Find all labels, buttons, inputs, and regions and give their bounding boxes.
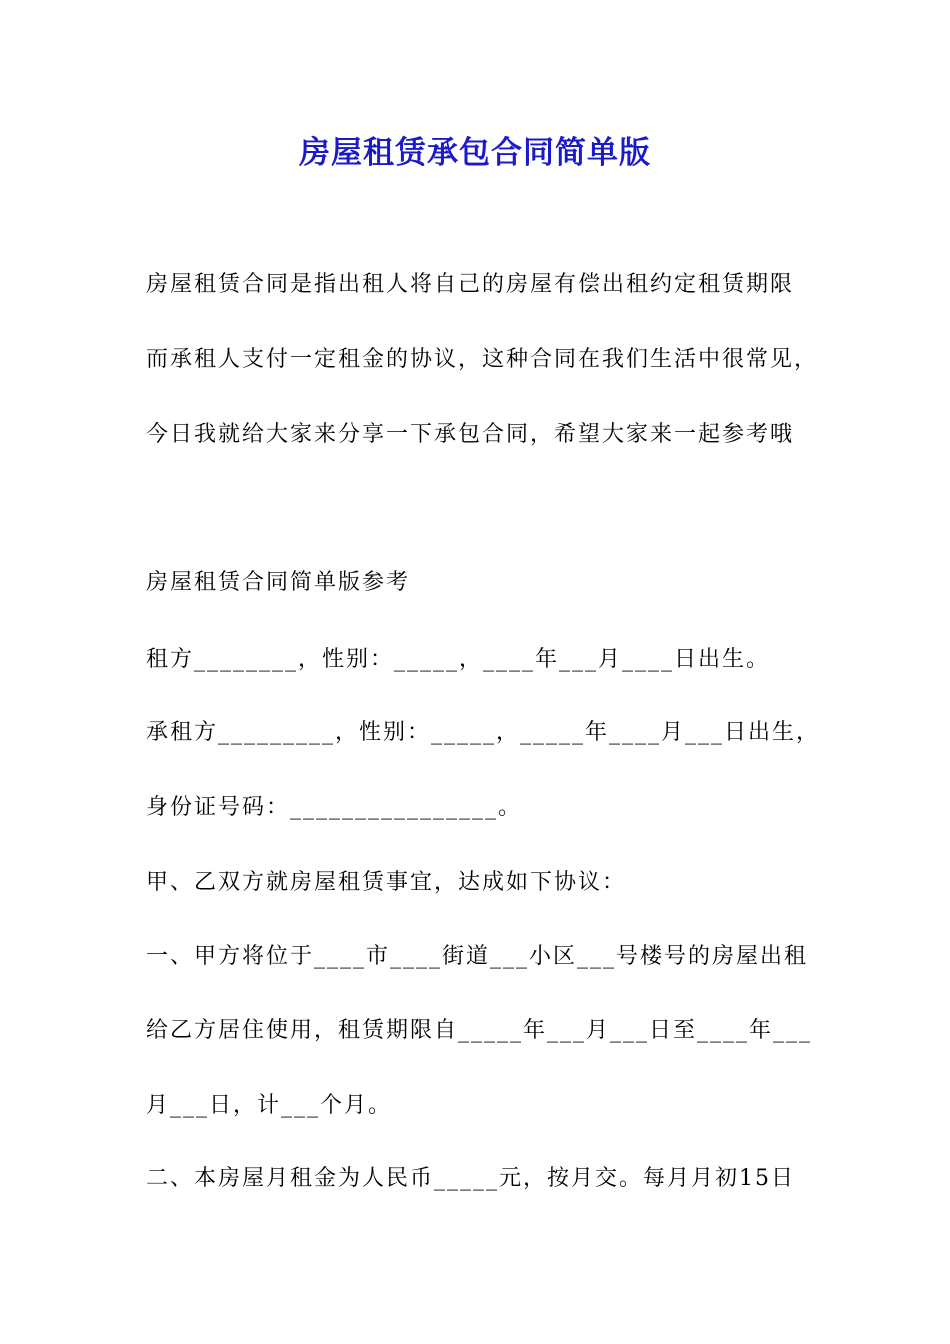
- lessor-line: 租方________，性别：_____，____年___月____日出生。: [146, 647, 771, 672]
- clause-1-line-1: 一、甲方将位于____市____街道___小区___号楼号的房屋出租: [146, 944, 809, 969]
- section-heading: 房屋租赁合同简单版参考: [146, 570, 411, 595]
- document-title: 房屋租赁承包合同简单版: [299, 135, 651, 171]
- intro-line-3: 今日我就给大家来分享一下承包合同，希望大家来一起参考哦: [146, 422, 795, 447]
- clause-1-line-2: 给乙方居住使用，租赁期限自_____年___月___日至____年___: [146, 1018, 813, 1043]
- id-number-line: 身份证号码：________________。: [146, 795, 523, 820]
- intro-line-2: 而承租人支付一定租金的协议，这种合同在我们生活中很常见，: [146, 347, 819, 372]
- lessee-line: 承租方_________，性别：_____，_____年____月___日出生，: [146, 720, 821, 745]
- clause-1-line-3: 月___日，计___个月。: [146, 1093, 393, 1118]
- agreement-line: 甲、乙双方就房屋租赁事宜，达成如下协议：: [146, 870, 627, 895]
- intro-line-1: 房屋租赁合同是指出租人将自己的房屋有偿出租约定租赁期限: [146, 272, 795, 297]
- clause-2-line-1: 二、本房屋月租金为人民币_____元，按月交。每月月初15日: [146, 1166, 795, 1191]
